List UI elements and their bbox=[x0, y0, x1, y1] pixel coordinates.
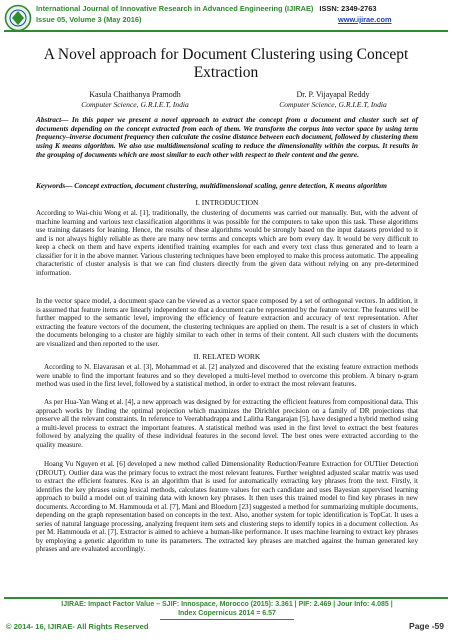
index-copernicus-line: Index Copernicus 2014 = 6.57 bbox=[178, 610, 276, 617]
intro-paragraph-2: In the vector space model, a document space can be viewed as a vector space composed by a set of orthogonal vectors. In addition, it is assumed that feature items are linearly independent so that a document can be represented by the feature vector. The features will be further mapped to the semantic level, improving the efficiency of feature extraction and accuracy of text representation. After extracting the feature vectors of the document, the clustering techniques are applied on them. The result is a set of clusters in which the documents belonging to a cluster are highly similar to each other in terms of their content. All such clusters with the documents are visualized and then reported to the user. bbox=[36, 297, 418, 348]
intro-paragraph-1: According to Wai-chiu Wong et al. [1], traditionally, the clustering of documents was carried out manually. But, with the advent of machine learning and various text classification algorithms it was possible for the computers to take upon this task. These algorithms use training datasets for leaning. Hence, the results of these algorithms would be strongly based on the input datasets provided to it and is not always highly reliable as there are many new terms and concepts which are born every day. It would be very difficult to keep a check on them and have experts identified training examples for each and every text class thus generated and to learn a classifier for it in the above manner. Various clustering techniques have been employed to make this process automatic. The appealing characteristic of cluster analysis is that we can find clusters directly from the given data without relying on any pre-determined information. bbox=[36, 209, 418, 277]
related-work-paragraph-2: As per Hua-Yan Wang et al. [4], a new approach was designed by for extracting the efficient features from compositional data. This approach works by finding the optimal projection which maximizes the Dirichlet precision on a family of DR projections that preserve all the relevant constraints. In reference to Veerabhadrappa and Lalitha Rangarajan [5], have designed a hybrid method using a multi-level process to extract the important features. A statistical method was used in the first level to extract the best features followed by analyzing the quality of these individual features in the second level. The best ones were extracted according to the quality measure. bbox=[36, 398, 418, 449]
footer-underline bbox=[160, 619, 294, 620]
journal-issn: ISSN: 2349-2763 bbox=[319, 4, 377, 13]
copyright-notice: © 2014- 16, IJIRAE- All Rights Reserved bbox=[6, 622, 149, 631]
journal-issue-line bbox=[36, 15, 448, 24]
journal-issue: Issue 05, Volume 3 (May 2016) bbox=[36, 15, 142, 24]
section-heading-related-work: II. RELATED WORK bbox=[193, 352, 261, 361]
author-1-name: Kasula Chaithanya Pramodh bbox=[89, 90, 181, 99]
keywords: Keywords— Concept extraction, document clustering, multidimensional scaling, genre detection, K means algorithm bbox=[36, 181, 387, 190]
section-heading-introduction: I. INTRODUCTION bbox=[195, 198, 259, 207]
journal-header bbox=[0, 0, 452, 38]
author-2-name: Dr. P. Vijayapal Reddy bbox=[296, 90, 370, 99]
journal-name: International Journal of Innovative Research in Advanced Engineering (IJIRAE) bbox=[36, 4, 314, 13]
abstract: Abstract— In this paper we present a novel approach to extract the concept from a document and cluster such set of documents depending on the concept extracted from each of them. We transform the corpus into vector space by using term frequency–inverse document frequency then calculate the cosine distance between each document, followed by clustering them using K means algorithm. We also use multidimensional scaling to reduce the dimensionality within the corpus. It results in the grouping of documents which are most similar to each other with respect to their content and the genre. bbox=[36, 115, 418, 159]
author-2-affiliation: Computer Science, G.R.I.E.T, India bbox=[279, 100, 387, 109]
ijirae-logo-icon bbox=[4, 4, 32, 32]
impact-factor-line: IJIRAE: Impact Factor Value – SJIF: Innospace, Morocco (2015): 3.361 | PIF: 2.469 | Jour Info: 4.085 | bbox=[61, 601, 393, 608]
footer-divider bbox=[4, 597, 448, 599]
author-1 bbox=[40, 90, 230, 110]
journal-name-line bbox=[36, 4, 448, 13]
related-work-paragraph-3: Hoang Vu Nguyen et al. [6] developed a new method called Dimensionality Reduction/Feature Extraction for OUTlier Detection (DROUT). Outlier data was the primary focus to extract the most relevant features. Further weighted adjusted scalar matrix was used to extract the efficient features. Kea is an algorithm that is used for automatically extracting key phrases from the text. Firstly, it identifies the key phrases using lexical methods, calculates feature values for each candidate and uses Bayesian supervised learning approach to build a model out of training data with known key phrases. It then uses this trained model to find key phrases in new documents. According to M. Hammouda et al. [7], Mani and Bloedorn [23] suggested a method for summarizing multiple documents, depending on the graph representation based on concepts in the text. Also, another system for topic identification is TopCat. It uses a series of natural language processing, analyzing frequent item sets and clustering steps to identify topics in a document collection. As per M. Hammouda et al. [7], Extractor is aimed to achieve a human-like performance. It uses machine learning to extract key phrases by employing a genetic algorithm to tune its parameters. The extracted key phrases are matched against the human generated key phrases and are evaluated accordingly. bbox=[36, 460, 418, 554]
journal-website-link[interactable]: www.ijirae.com bbox=[338, 15, 392, 24]
related-work-paragraph-1: According to N. Elavarasan et al. [3], Mohammad et al. [2] analyzed and discovered that the existing feature extraction methods were unable to find the important features and so they developed a multi-level method to overcome this problem. A binary n-gram method was used in the first level, followed by a statistical method, in order to extract the most relevant features. bbox=[36, 363, 418, 389]
page-number: Page -59 bbox=[409, 621, 444, 631]
author-1-affiliation: Computer Science, G.R.I.E.T, India bbox=[81, 100, 189, 109]
paper-title: A Novel approach for Document Clustering using Concept Extraction bbox=[43, 46, 409, 81]
author-2 bbox=[238, 90, 428, 110]
header-divider bbox=[4, 30, 448, 32]
